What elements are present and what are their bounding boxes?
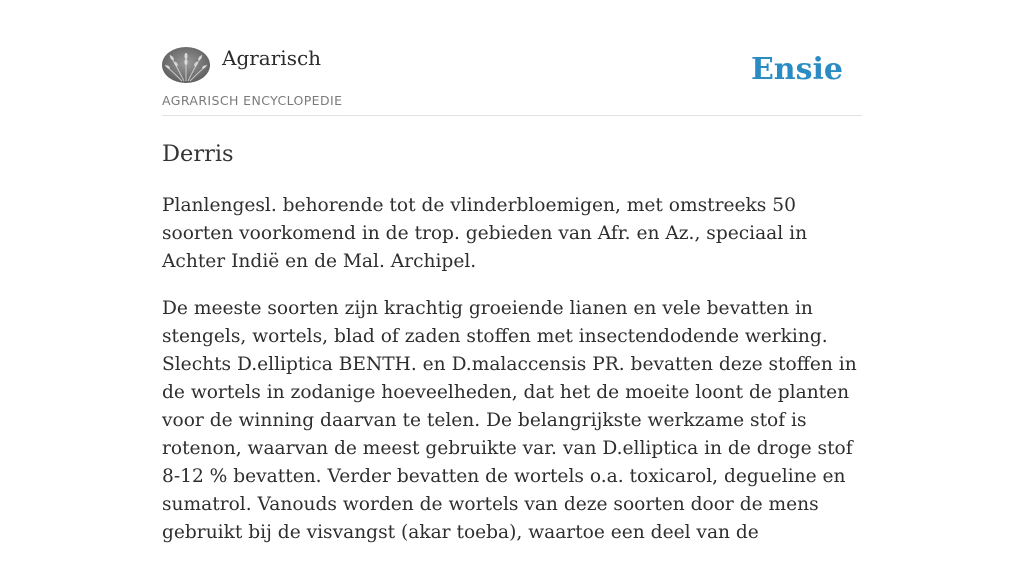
source-name[interactable]: Agrarisch	[222, 46, 322, 70]
article-paragraph: Planlengesl. behorende tot de vlinderbloemigen, met omstreeks 50 soorten voorkomend in de trop. gebieden van Afr. en Az., speciaal in Achter Indië en de Mal. Archipel.	[162, 195, 808, 272]
source-subtitle: AGRARISCH ENCYCLOPEDIE	[162, 93, 343, 108]
brand-logo[interactable]: Ensie	[750, 52, 843, 87]
page-header	[162, 46, 862, 116]
article	[162, 138, 864, 566]
wheat-icon[interactable]	[162, 47, 210, 83]
article-paragraph: De meeste soorten zijn krachtig groeiende lianen en vele bevatten in stengels, wortels, blad of zaden stoffen met insectendodende werking. Slechts D.elliptica BENTH. en D.malaccensis PR. bevatten deze stoffen in de wortels in zodanige hoeveelheden, dat het de moeite loont de planten voor de winning daarvan te telen. De belangrijkste werkzame stof is rotenon, waarvan de meest gebruikte var. van D.elliptica in de droge stof 8-12 % bevatten. Verder bevatten de wortels o.a. toxicarol, degueline en sumatrol. Vanouds worden de wortels van deze soorten door de mens gebruikt bij de visvangst (akar toeba), waartoe een deel van de	[162, 298, 857, 543]
article-title: Derris	[162, 141, 234, 167]
